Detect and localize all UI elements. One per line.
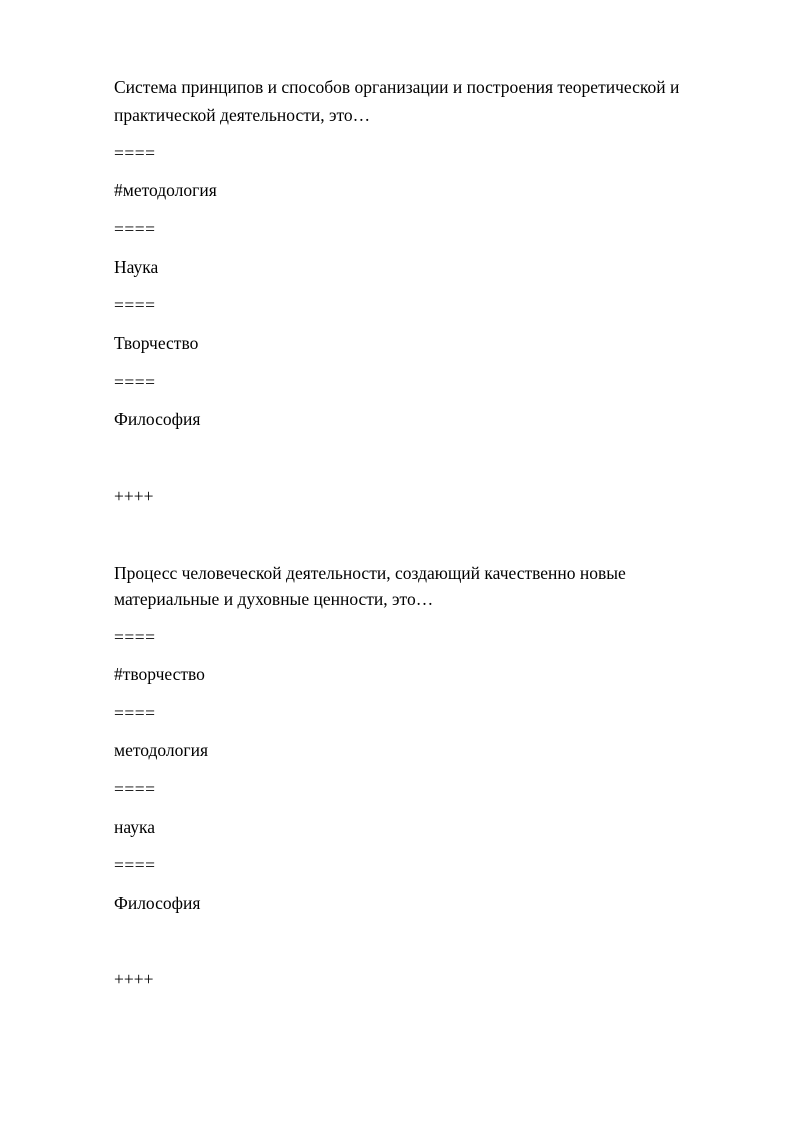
answer-option-correct: #творчество <box>114 664 205 684</box>
question-text-line-1: Процесс человеческой деятельности, создающий качественно новые <box>114 563 626 583</box>
end-marker: ++++ <box>114 486 154 506</box>
separator: ==== <box>114 779 156 799</box>
question-text-line-1: Система принципов и способов организации и построения теоретической и <box>114 77 680 97</box>
separator: ==== <box>114 143 156 163</box>
answer-option: методология <box>114 740 209 760</box>
answer-option: Творчество <box>114 333 199 353</box>
answer-option-correct: #методология <box>114 180 217 200</box>
separator: ==== <box>114 627 156 647</box>
separator: ==== <box>114 372 156 392</box>
answer-option: Философия <box>114 893 201 913</box>
answer-option: Философия <box>114 409 201 429</box>
question-text-line-2: материальные и духовные ценности, это… <box>114 589 434 609</box>
question-text-line-2: практической деятельности, это… <box>114 105 371 125</box>
separator: ==== <box>114 703 156 723</box>
answer-option: Наука <box>114 257 159 277</box>
separator: ==== <box>114 295 156 315</box>
answer-option: наука <box>114 817 155 837</box>
separator: ==== <box>114 855 156 875</box>
end-marker: ++++ <box>114 969 154 989</box>
separator: ==== <box>114 219 156 239</box>
